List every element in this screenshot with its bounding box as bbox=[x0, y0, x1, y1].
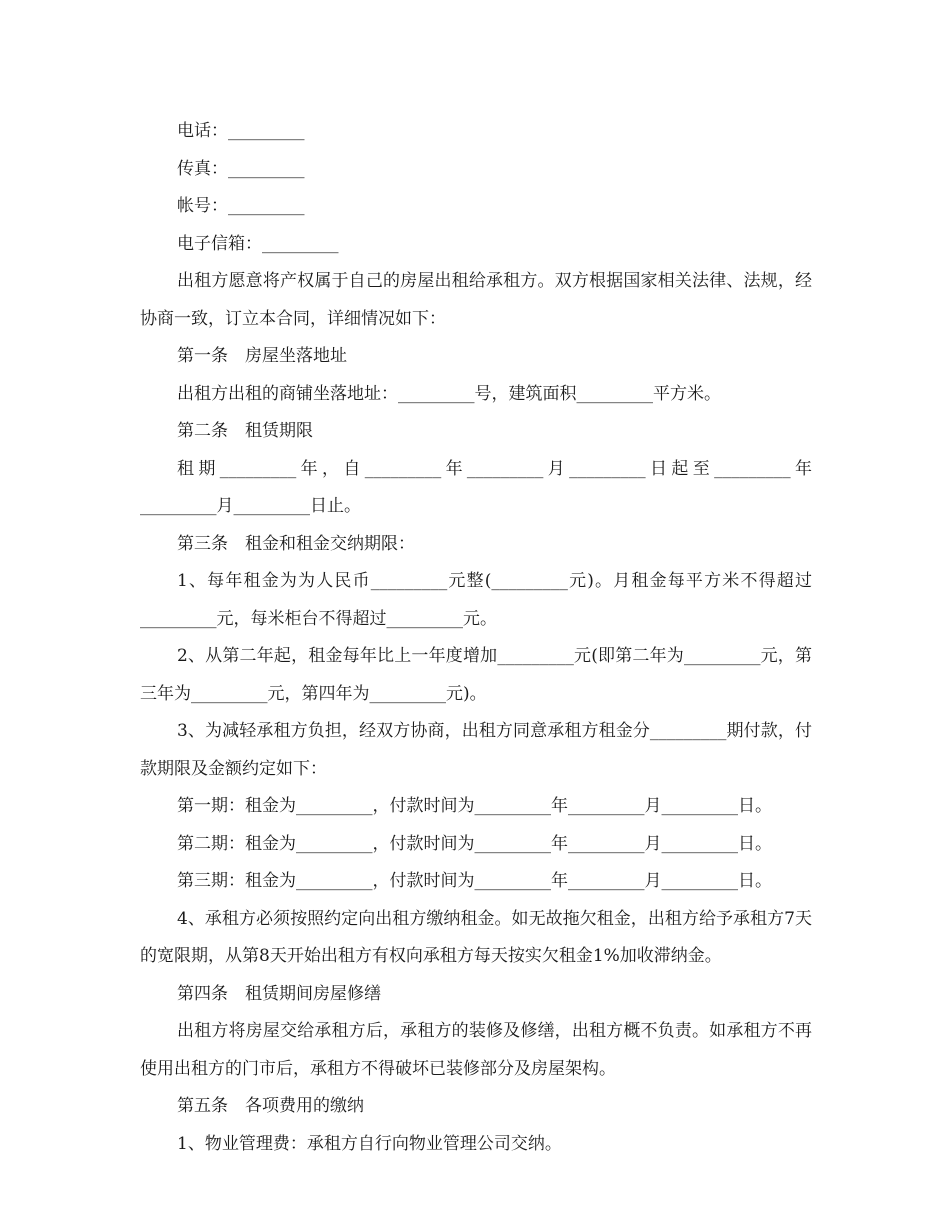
installment-3: 第三期：租金为_________，付款时间为_________年_________月_________日。 bbox=[177, 871, 772, 891]
article-5-clause-1: 1、物业管理费：承租方自行向物业管理公司交纳。 bbox=[177, 1133, 562, 1154]
email-line: 电子信箱：_________ bbox=[177, 233, 339, 254]
article-3-heading: 第三条 租金和租金交纳期限： bbox=[177, 533, 415, 554]
article-2-text: 租期_________年，自_________年_________月_________日起至_________年_________月_________日止。 bbox=[140, 458, 812, 516]
account-line: 帐号：_________ bbox=[177, 196, 305, 216]
installment-2: 第二期：租金为_________，付款时间为_________年_________月_________日。 bbox=[177, 833, 772, 854]
fax-line: 传真：_________ bbox=[177, 158, 305, 179]
article-4-text: 出租方将房屋交给承租方后，承租方的装修及修缮，出租方概不负责。如承租方不再使用出租方的门市后，承租方不得破坏已装修部分及房屋架构。 bbox=[140, 1021, 812, 1079]
article-5-heading: 第五条 各项费用的缴纳 bbox=[177, 1096, 364, 1116]
article-3-clause-1: 1、每年租金为为人民币_________元整(_________元)。月租金每平方米不得超过_________元，每米柜台不得超过_________元。 bbox=[140, 571, 812, 629]
article-1-heading: 第一条 房屋坐落地址 bbox=[177, 346, 347, 366]
article-3-clause-2: 2、从第二年起，租金每年比上一年度增加_________元(即第二年为_________元，第三年为_________元，第四年为_________元)。 bbox=[140, 646, 812, 704]
article-1-text: 出租方出租的商铺坐落地址：_________号，建筑面积_________平方米。 bbox=[177, 383, 721, 404]
installment-1: 第一期：租金为_________，付款时间为_________年_________月_________日。 bbox=[177, 796, 772, 816]
article-3-clause-3: 3、为减轻承租方负担，经双方协商，出租方同意承租方租金分_________期付款，付款期限及金额约定如下： bbox=[140, 721, 812, 779]
article-4-heading: 第四条 租赁期间房屋修缮 bbox=[177, 983, 381, 1004]
phone-line: 电话：_________ bbox=[177, 121, 305, 141]
article-3-clause-4: 4、承租方必须按照约定向出租方缴纳租金。如无故拖欠租金，出租方给予承租方7天的宽限期，从第8天开始出租方有权向承租方每天按实欠租金1%加收滞纳金。 bbox=[140, 908, 812, 966]
contract-body bbox=[140, 113, 812, 1163]
article-2-heading: 第二条 租赁期限 bbox=[177, 421, 313, 441]
preamble-paragraph: 出租方愿意将产权属于自己的房屋出租给承租方。双方根据国家相关法律、法规，经协商一致，订立本合同，详细情况如下： bbox=[140, 271, 812, 329]
